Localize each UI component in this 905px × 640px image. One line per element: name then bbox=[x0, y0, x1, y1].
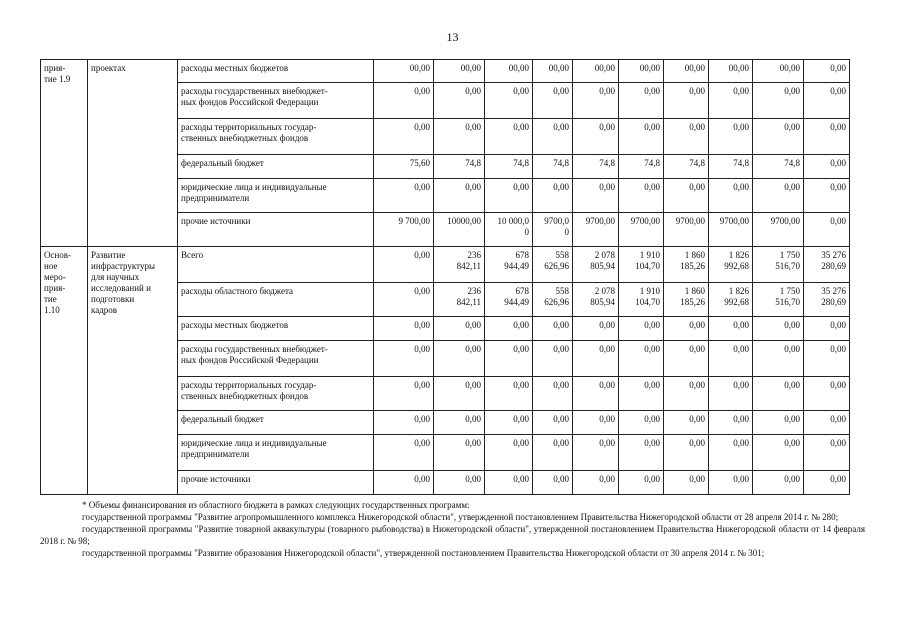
value-cell: 0,00 bbox=[485, 317, 533, 341]
value-cell: 9700,00 bbox=[573, 213, 619, 247]
value-cell: 00,00 bbox=[434, 60, 485, 83]
value-cell: 0,00 bbox=[573, 377, 619, 411]
value-cell: 0,00 bbox=[374, 435, 434, 471]
value-cell: 0,00 bbox=[804, 411, 850, 435]
value-cell: 0,00 bbox=[619, 83, 664, 119]
value-cell: 0,00 bbox=[709, 119, 753, 155]
value-cell: 9700,00 bbox=[753, 213, 804, 247]
value-cell: 0,00 bbox=[804, 435, 850, 471]
value-cell: 0,00 bbox=[434, 317, 485, 341]
value-cell: 74,8 bbox=[664, 155, 709, 179]
value-cell: 2 078 805,94 bbox=[573, 247, 619, 283]
value-cell: 0,00 bbox=[619, 411, 664, 435]
value-cell: 0,00 bbox=[709, 179, 753, 213]
value-cell: 74,8 bbox=[533, 155, 573, 179]
funding-source-cell: юридические лица и индивидуальные предприниматели bbox=[178, 179, 374, 213]
value-cell: 0,00 bbox=[485, 179, 533, 213]
value-cell: 0,00 bbox=[664, 83, 709, 119]
value-cell: 0,00 bbox=[485, 119, 533, 155]
value-cell: 0,00 bbox=[533, 377, 573, 411]
value-cell: 0,00 bbox=[709, 377, 753, 411]
page-number: 13 bbox=[446, 30, 459, 44]
value-cell: 9700,00 bbox=[664, 213, 709, 247]
value-cell: 00,00 bbox=[533, 60, 573, 83]
value-cell: 0,00 bbox=[753, 341, 804, 377]
value-cell: 0,00 bbox=[573, 179, 619, 213]
value-cell: 9 700,00 bbox=[374, 213, 434, 247]
value-cell: 35 276 280,69 bbox=[804, 247, 850, 283]
value-cell: 0,00 bbox=[753, 435, 804, 471]
value-cell: 0,00 bbox=[664, 435, 709, 471]
value-cell: 1 910 104,70 bbox=[619, 247, 664, 283]
value-cell: 0,00 bbox=[374, 377, 434, 411]
activity-name-cell: проектах bbox=[88, 60, 178, 247]
value-cell: 0,00 bbox=[434, 435, 485, 471]
value-cell: 74,8 bbox=[485, 155, 533, 179]
funding-source-cell: расходы областного бюджета bbox=[178, 283, 374, 317]
value-cell: 0,00 bbox=[434, 377, 485, 411]
value-cell: 00,00 bbox=[573, 60, 619, 83]
funding-source-cell: юридические лица и индивидуальные предприниматели bbox=[178, 435, 374, 471]
value-cell: 0,00 bbox=[753, 119, 804, 155]
value-cell: 0,00 bbox=[485, 435, 533, 471]
value-cell: 0,00 bbox=[709, 317, 753, 341]
funding-source-cell: расходы территориальных государ- ственных внебюджетных фондов bbox=[178, 377, 374, 411]
value-cell: 0,00 bbox=[374, 83, 434, 119]
footnote-paragraph: государственной программы "Развитие агропромышленного комплекса Нижегородской области", утвержденной постановлением Правительства Нижегородской области от 28 апреля 2014 г. № 280; bbox=[82, 512, 839, 522]
value-cell: 0,00 bbox=[804, 83, 850, 119]
value-cell: 558 626,96 bbox=[533, 247, 573, 283]
activity-number-cell: прия- тие 1.9 bbox=[41, 60, 88, 247]
value-cell: 1 826 992,68 bbox=[709, 283, 753, 317]
value-cell: 0,00 bbox=[664, 317, 709, 341]
value-cell: 0,00 bbox=[573, 317, 619, 341]
value-cell: 0,00 bbox=[434, 471, 485, 495]
value-cell: 0,00 bbox=[804, 213, 850, 247]
value-cell: 0,00 bbox=[753, 377, 804, 411]
value-cell: 00,00 bbox=[374, 60, 434, 83]
value-cell: 0,00 bbox=[374, 247, 434, 283]
value-cell: 0,00 bbox=[619, 435, 664, 471]
value-cell: 0,00 bbox=[533, 119, 573, 155]
value-cell: 2 078 805,94 bbox=[573, 283, 619, 317]
value-cell: 0,00 bbox=[664, 377, 709, 411]
value-cell: 0,00 bbox=[374, 119, 434, 155]
value-cell: 0,00 bbox=[573, 341, 619, 377]
value-cell: 00,00 bbox=[664, 60, 709, 83]
value-cell: 0,00 bbox=[434, 411, 485, 435]
funding-source-cell: расходы государственных внебюджет- ных фондов Российской Федерации bbox=[178, 341, 374, 377]
footnote-paragraph: государственной программы "Развитие товарной аквакультуры (товарного рыбоводства) в Нижегородской области", утвержденной постановлением Правительства Нижегородской области от 14 февраля 2018 г. № 98; bbox=[40, 524, 865, 546]
value-cell: 00,00 bbox=[619, 60, 664, 83]
value-cell: 236 842,11 bbox=[434, 247, 485, 283]
value-cell: 0,00 bbox=[804, 60, 850, 83]
funding-source-cell: прочие источники bbox=[178, 213, 374, 247]
value-cell: 0,00 bbox=[753, 83, 804, 119]
value-cell: 9700,00 bbox=[619, 213, 664, 247]
value-cell: 0,00 bbox=[573, 411, 619, 435]
funding-source-cell: расходы государственных внебюджет- ных фондов Российской Федерации bbox=[178, 83, 374, 119]
value-cell: 0,00 bbox=[434, 119, 485, 155]
value-cell: 0,00 bbox=[374, 283, 434, 317]
footnote bbox=[40, 499, 865, 559]
funding-source-cell: расходы местных бюджетов bbox=[178, 317, 374, 341]
value-cell: 0,00 bbox=[533, 411, 573, 435]
value-cell: 0,00 bbox=[619, 377, 664, 411]
value-cell: 0,00 bbox=[709, 341, 753, 377]
value-cell: 0,00 bbox=[434, 341, 485, 377]
value-cell: 0,00 bbox=[533, 179, 573, 213]
value-cell: 0,00 bbox=[374, 471, 434, 495]
value-cell: 0,00 bbox=[374, 341, 434, 377]
value-cell: 0,00 bbox=[619, 119, 664, 155]
value-cell: 0,00 bbox=[709, 83, 753, 119]
footnote-paragraph: * Объемы финансирования из областного бюджета в рамках следующих государственных программ: bbox=[82, 500, 470, 510]
value-cell: 00,00 bbox=[753, 60, 804, 83]
table-row bbox=[41, 247, 850, 283]
value-cell: 0,00 bbox=[664, 119, 709, 155]
value-cell: 0,00 bbox=[374, 179, 434, 213]
value-cell: 0,00 bbox=[533, 83, 573, 119]
value-cell: 0,00 bbox=[533, 317, 573, 341]
value-cell: 0,00 bbox=[485, 377, 533, 411]
value-cell: 0,00 bbox=[434, 83, 485, 119]
value-cell: 74,8 bbox=[619, 155, 664, 179]
value-cell: 0,00 bbox=[573, 119, 619, 155]
funding-source-cell: расходы местных бюджетов bbox=[178, 60, 374, 83]
value-cell: 74,8 bbox=[709, 155, 753, 179]
value-cell: 0,00 bbox=[709, 471, 753, 495]
value-cell: 1 750 516,70 bbox=[753, 247, 804, 283]
table-row bbox=[41, 60, 850, 83]
activity-number-cell: Основ- ное меро- прия- тие 1.10 bbox=[41, 247, 88, 495]
value-cell: 0,00 bbox=[619, 179, 664, 213]
value-cell: 0,00 bbox=[533, 471, 573, 495]
value-cell: 74,8 bbox=[573, 155, 619, 179]
value-cell: 0,00 bbox=[804, 179, 850, 213]
value-cell: 558 626,96 bbox=[533, 283, 573, 317]
value-cell: 1 910 104,70 bbox=[619, 283, 664, 317]
value-cell: 00,00 bbox=[709, 60, 753, 83]
value-cell: 1 750 516,70 bbox=[753, 283, 804, 317]
value-cell: 0,00 bbox=[434, 179, 485, 213]
funding-source-cell: Всего bbox=[178, 247, 374, 283]
value-cell: 0,00 bbox=[533, 435, 573, 471]
value-cell: 0,00 bbox=[804, 471, 850, 495]
value-cell: 0,00 bbox=[485, 83, 533, 119]
value-cell: 10000,00 bbox=[434, 213, 485, 247]
funding-source-cell: прочие источники bbox=[178, 471, 374, 495]
value-cell: 0,00 bbox=[753, 317, 804, 341]
value-cell: 678 944,49 bbox=[485, 247, 533, 283]
value-cell: 0,00 bbox=[804, 341, 850, 377]
value-cell: 10 000,0 0 bbox=[485, 213, 533, 247]
value-cell: 0,00 bbox=[619, 471, 664, 495]
value-cell: 0,00 bbox=[573, 435, 619, 471]
value-cell: 0,00 bbox=[485, 341, 533, 377]
funding-source-cell: федеральный бюджет bbox=[178, 411, 374, 435]
value-cell: 9700,00 bbox=[709, 213, 753, 247]
value-cell: 0,00 bbox=[804, 119, 850, 155]
value-cell: 74,8 bbox=[434, 155, 485, 179]
value-cell: 0,00 bbox=[573, 471, 619, 495]
value-cell: 0,00 bbox=[374, 317, 434, 341]
budget-table bbox=[40, 59, 850, 495]
value-cell: 0,00 bbox=[804, 377, 850, 411]
value-cell: 0,00 bbox=[753, 471, 804, 495]
value-cell: 0,00 bbox=[753, 179, 804, 213]
value-cell: 0,00 bbox=[804, 155, 850, 179]
footnote-paragraph: государственной программы "Развитие образования Нижегородской области", утвержденной постановлением Правительства Нижегородской области от 30 апреля 2014 г. № 301; bbox=[82, 548, 765, 558]
value-cell: 0,00 bbox=[753, 411, 804, 435]
value-cell: 0,00 bbox=[664, 411, 709, 435]
value-cell: 0,00 bbox=[573, 83, 619, 119]
value-cell: 0,00 bbox=[664, 341, 709, 377]
value-cell: 236 842,11 bbox=[434, 283, 485, 317]
value-cell: 0,00 bbox=[619, 341, 664, 377]
value-cell: 1 860 185,26 bbox=[664, 283, 709, 317]
value-cell: 0,00 bbox=[709, 411, 753, 435]
value-cell: 0,00 bbox=[485, 411, 533, 435]
activity-name-cell: Развитие инфраструктуры для научных исследований и подготовки кадров bbox=[88, 247, 178, 495]
value-cell: 1 826 992,68 bbox=[709, 247, 753, 283]
value-cell: 0,00 bbox=[804, 317, 850, 341]
value-cell: 9700,0 0 bbox=[533, 213, 573, 247]
value-cell: 678 944,49 bbox=[485, 283, 533, 317]
value-cell: 1 860 185,26 bbox=[664, 247, 709, 283]
funding-source-cell: федеральный бюджет bbox=[178, 155, 374, 179]
value-cell: 0,00 bbox=[533, 341, 573, 377]
value-cell: 0,00 bbox=[709, 435, 753, 471]
value-cell: 0,00 bbox=[664, 179, 709, 213]
value-cell: 0,00 bbox=[664, 471, 709, 495]
value-cell: 00,00 bbox=[485, 60, 533, 83]
value-cell: 0,00 bbox=[374, 411, 434, 435]
funding-source-cell: расходы территориальных государ- ственных внебюджетных фондов bbox=[178, 119, 374, 155]
value-cell: 0,00 bbox=[485, 471, 533, 495]
value-cell: 0,00 bbox=[619, 317, 664, 341]
value-cell: 74,8 bbox=[753, 155, 804, 179]
value-cell: 75,60 bbox=[374, 155, 434, 179]
value-cell: 35 276 280,69 bbox=[804, 283, 850, 317]
